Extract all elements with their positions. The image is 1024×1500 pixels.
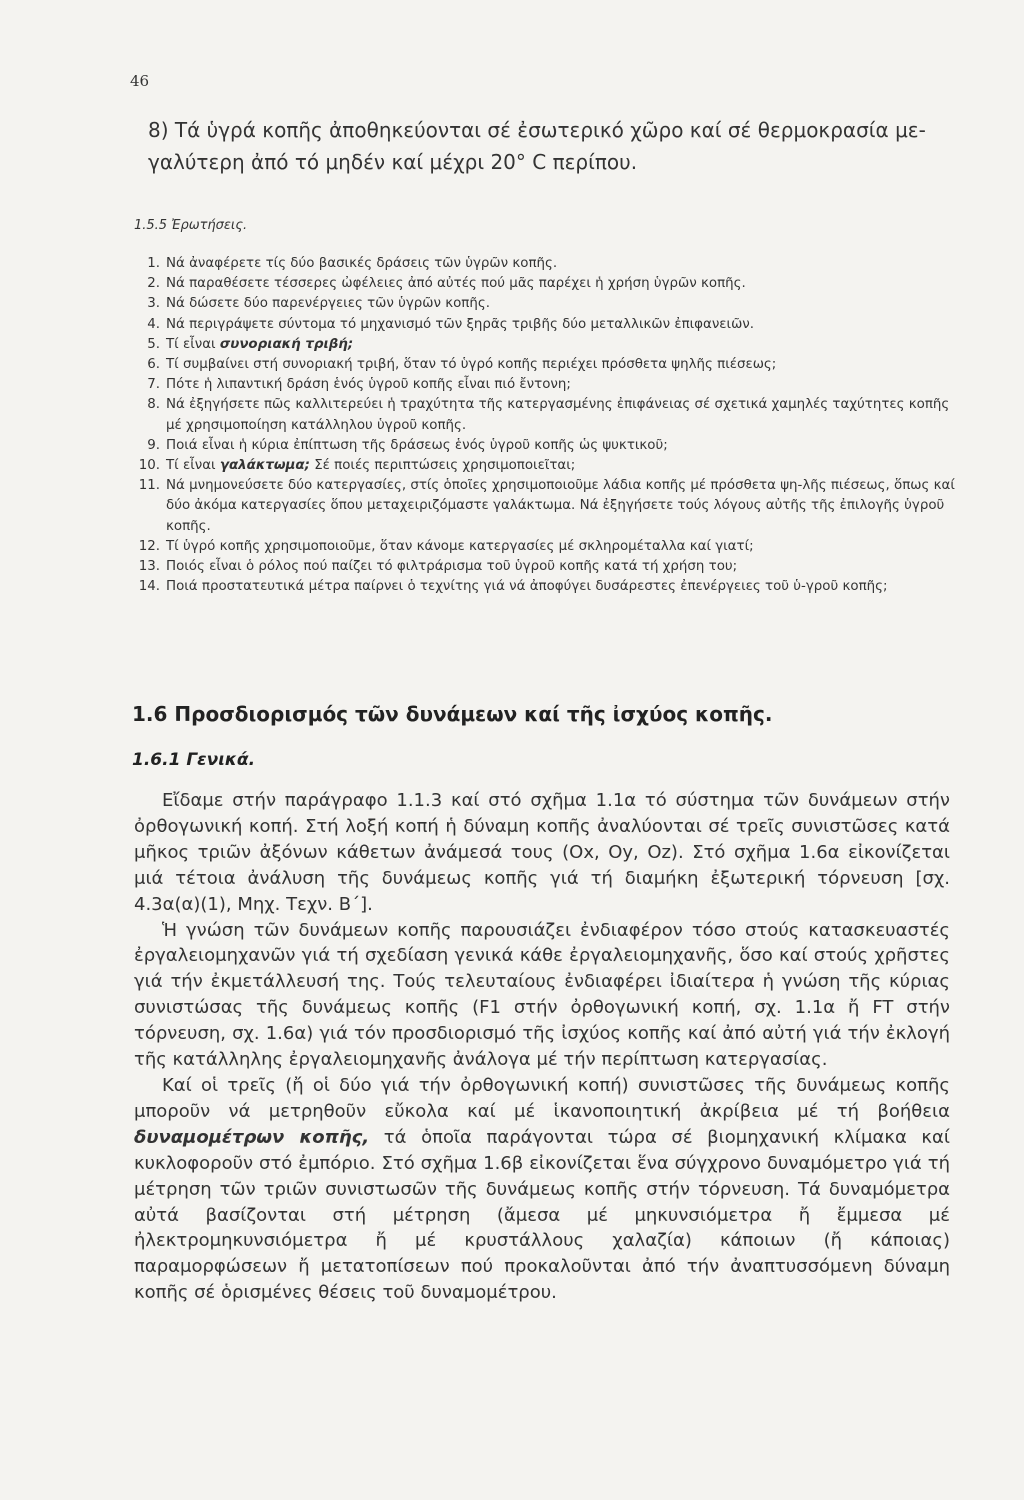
question-text: Νά ἀναφέρετε τίς δύο βασικές δράσεις τῶν ὑγρῶν κοπῆς. xyxy=(166,256,558,271)
question-text: Τί συμβαίνει στή συνοριακή τριβή, ὅταν τό ὑγρό κοπῆς περιέχει πρόσθετα ψηλῆς πιέσεως; xyxy=(166,357,777,373)
questions-heading: 1.5.5 Ἐρωτήσεις. xyxy=(134,218,248,233)
question-text: Πότε ἡ λιπαντική δράση ἑνός ὑγροῦ κοπῆς εἶναι πιό ἔντονη; xyxy=(166,377,571,393)
body-paragraph-2: Ἡ γνώση τῶν δυνάμεων κοπῆς παρουσιάζει ἐνδιαφέρον τόσο στούς κατασκευαστές ἐργαλειομηχανῶν γιά τή σχεδίαση γενικά κάθε ἐργαλειομηχανῆς, ὅσο καί στούς χρῆστες γιά τήν ἐκμετάλλευσή της. Τούς τελευταίους ἐνδιαφέρει ἰδιαίτερα ἡ γνώση τῆς κύριας συνιστώσας τῆς δυνάμεως κοπῆς (F1 στήν ὀρθογωνική κοπή, σχ. 1.1α ἤ FT στήν τόρνευση, σχ. 1.6α) γιά τόν προσδιορισμό τῆς ἰσχύος κοπῆς καί ἀπό αὐτή γιά τήν ἐκλογή τῆς κατάλληλης ἐργαλειομηχανῆς ἀνάλογα μέ τήν περίπτωση κατεργασίας. xyxy=(134,919,950,1071)
question-text-pre: Τί εἶναι xyxy=(166,458,216,474)
intro-paragraph xyxy=(148,114,948,178)
body-paragraph-3 xyxy=(134,1073,950,1306)
question-number: 11. xyxy=(138,478,160,494)
question-text: Ποιά προστατευτικά μέτρα παίρνει ὁ τεχνίτης γιά νά ἀποφύγει δυσάρεστες ἐπενέργειες τοῦ ὑ-γροῦ κοπῆς; xyxy=(166,579,888,595)
question-number: 12. xyxy=(138,538,160,554)
list-item xyxy=(134,537,964,557)
list-item xyxy=(134,335,964,355)
question-number: 9. xyxy=(147,437,160,453)
question-text: Νά δώσετε δύο παρενέργειες τῶν ὑγρῶν κοπῆς. xyxy=(166,296,490,312)
intro-line-2: γαλύτερη ἀπό τό μηδέν καί μέχρι 20° C περίπου. xyxy=(148,150,638,174)
list-item xyxy=(134,476,964,537)
list-item xyxy=(134,294,964,314)
question-term: συνοριακή τριβή; xyxy=(219,336,354,352)
questions-list xyxy=(134,254,964,597)
question-number: 6. xyxy=(147,357,160,373)
list-item xyxy=(134,254,964,274)
question-number: 2. xyxy=(147,276,160,292)
question-text xyxy=(166,456,964,476)
list-item xyxy=(134,375,964,395)
question-number: 3. xyxy=(147,296,160,312)
body-paragraph-1: Εἴδαμε στήν παράγραφο 1.1.3 καί στό σχῆμα 1.1α τό σύστημα τῶν δυνάμεων στήν ὀρθογωνική κοπή. Στή λοξή κοπή ἡ δύναμη κοπῆς ἀναλύονται σέ τρεῖς συνιστῶσες κατά μῆκος τριῶν ἀξόνων κάθετων ἀνάμεσά τους (Οx, Οy, Οz). Στό σχῆμα 1.6α εἰκονίζεται μιά τέτοια ἀνάλυση τῆς δυνάμεως κοπῆς γιά τή διαμήκη ἐξωτερική τόρνευση [σχ. 4.3α(α)(1), Μηχ. Τεχν. Β΄]. xyxy=(134,790,950,915)
question-number: 8. xyxy=(147,397,160,413)
list-item xyxy=(134,355,964,375)
question-text: Νά παραθέσετε τέσσερες ὠφέλειες ἀπό αὐτές πού μᾶς παρέχει ἡ χρήση ὑγρῶν κοπῆς. xyxy=(166,276,746,292)
subsection-title: 1.6.1 Γενικά. xyxy=(132,750,256,770)
list-item xyxy=(134,395,964,435)
question-text: Νά μνημονεύσετε δύο κατεργασίες, στίς ὁποῖες χρησιμοποιοῦμε λάδια κοπῆς μέ πρόσθετα ψη-λῆς πιέσεως, ὅπως καί δύο ἀκόμα κατεργασίες ὅπου μεταχειριζόμαστε γαλάκτωμα. Νά ἐξηγήσετε τούς λόγους αὐτῆς τῆς ἐπιλογῆς ὑγροῦ κοπῆς. xyxy=(166,478,955,534)
list-item xyxy=(134,557,964,577)
question-text: Νά ἐξηγήσετε πῶς καλλιτερεύει ἡ τραχύτητα τῆς κατεργασμένης ἐπιφάνειας σέ σχετικά χαμηλές ταχύτητες κοπῆς μέ χρησιμοποίηση κατάλληλου ὑγροῦ κοπῆς. xyxy=(166,397,950,433)
list-item xyxy=(134,456,964,476)
question-text: Τί ὑγρό κοπῆς χρησιμοποιοῦμε, ὅταν κάνομε κατεργασίες μέ σκληρομέταλλα καί γιατί; xyxy=(166,538,754,554)
list-item xyxy=(134,315,964,335)
list-item xyxy=(134,577,964,597)
question-number: 13. xyxy=(138,559,160,575)
body-paragraph-3-pre: Καί οἱ τρεῖς (ἤ οἱ δύο γιά τήν ὀρθογωνική κοπή) συνιστῶσες τῆς δυνάμεως κοπῆς μποροῦν νά μετρηθοῦν εὔκολα καί μέ ἱκανοποιητική ἀκρίβεια μέ τή βοήθεια xyxy=(134,1074,950,1122)
question-text: Ποιός εἶναι ὁ ρόλος πού παίζει τό φιλτράρισμα τοῦ ὑγροῦ κοπῆς κατά τή χρήση του; xyxy=(166,559,738,575)
body-term: δυναμομέτρων κοπῆς, xyxy=(134,1126,370,1148)
intro-line-1: 8) Τά ὑγρά κοπῆς ἀποθηκεύονται σέ ἐσωτερικό χῶρο καί σέ θερμοκρασία με- xyxy=(148,118,926,142)
question-number: 10. xyxy=(138,458,160,474)
question-number: 1. xyxy=(147,256,160,271)
list-item xyxy=(134,274,964,294)
question-number: 5. xyxy=(147,336,160,352)
question-text-post: Σέ ποιές περιπτώσεις χρησιμοποιεῖται; xyxy=(314,458,576,474)
question-number: 4. xyxy=(147,316,160,332)
list-item xyxy=(134,436,964,456)
question-text: Νά περιγράψετε σύντομα τό μηχανισμό τῶν ξηρᾶς τριβῆς δύο μεταλλικῶν ἐπιφανειῶν. xyxy=(166,316,755,332)
question-number: 7. xyxy=(147,377,160,393)
page-number: 46 xyxy=(130,72,150,90)
question-text xyxy=(166,335,964,355)
question-text: Ποιά εἶναι ἡ κύρια ἐπίπτωση τῆς δράσεως ἑνός ὑγροῦ κοπῆς ὡς ψυκτικοῦ; xyxy=(166,437,668,453)
body-paragraph-3-post: τά ὁποῖα παράγονται τώρα σέ βιομηχανική κλίμακα καί κυκλοφοροῦν στό ἐμπόριο. Στό σχῆμα 1.6β εἰκονίζεται ἕνα σύγχρονο δυναμόμετρο γιά τή μέτρηση τῶν τριῶν συνιστωσῶν τῆς δυνάμεως κοπῆς στήν τόρνευση. Τά δυναμόμετρα αὐτά βασίζονται στή μέτρηση (ἄμεσα μέ μηκυνσιόμετρα ἤ ἔμμεσα μέ ἠλεκτρομηκυνσιόμετρα ἤ μέ κρυστάλλους χαλαζία) κάποιων (ἤ κάποιας) παραμορφώσεων ἤ μετατοπίσεων πού προκαλοῦνται ἀπό τήν ἀναπτυσσόμενη δύναμη κοπῆς σέ ὁρισμένες θέσεις τοῦ δυναμομέτρου. xyxy=(134,1126,950,1304)
question-term: γαλάκτωμα; xyxy=(219,458,310,474)
section-title: 1.6 Προσδιορισμός τῶν δυνάμεων καί τῆς ἰσχύος κοπῆς. xyxy=(132,702,773,726)
body-text xyxy=(134,788,950,1306)
question-text-pre: Τί εἶναι xyxy=(166,336,216,352)
question-number: 14. xyxy=(138,579,160,595)
